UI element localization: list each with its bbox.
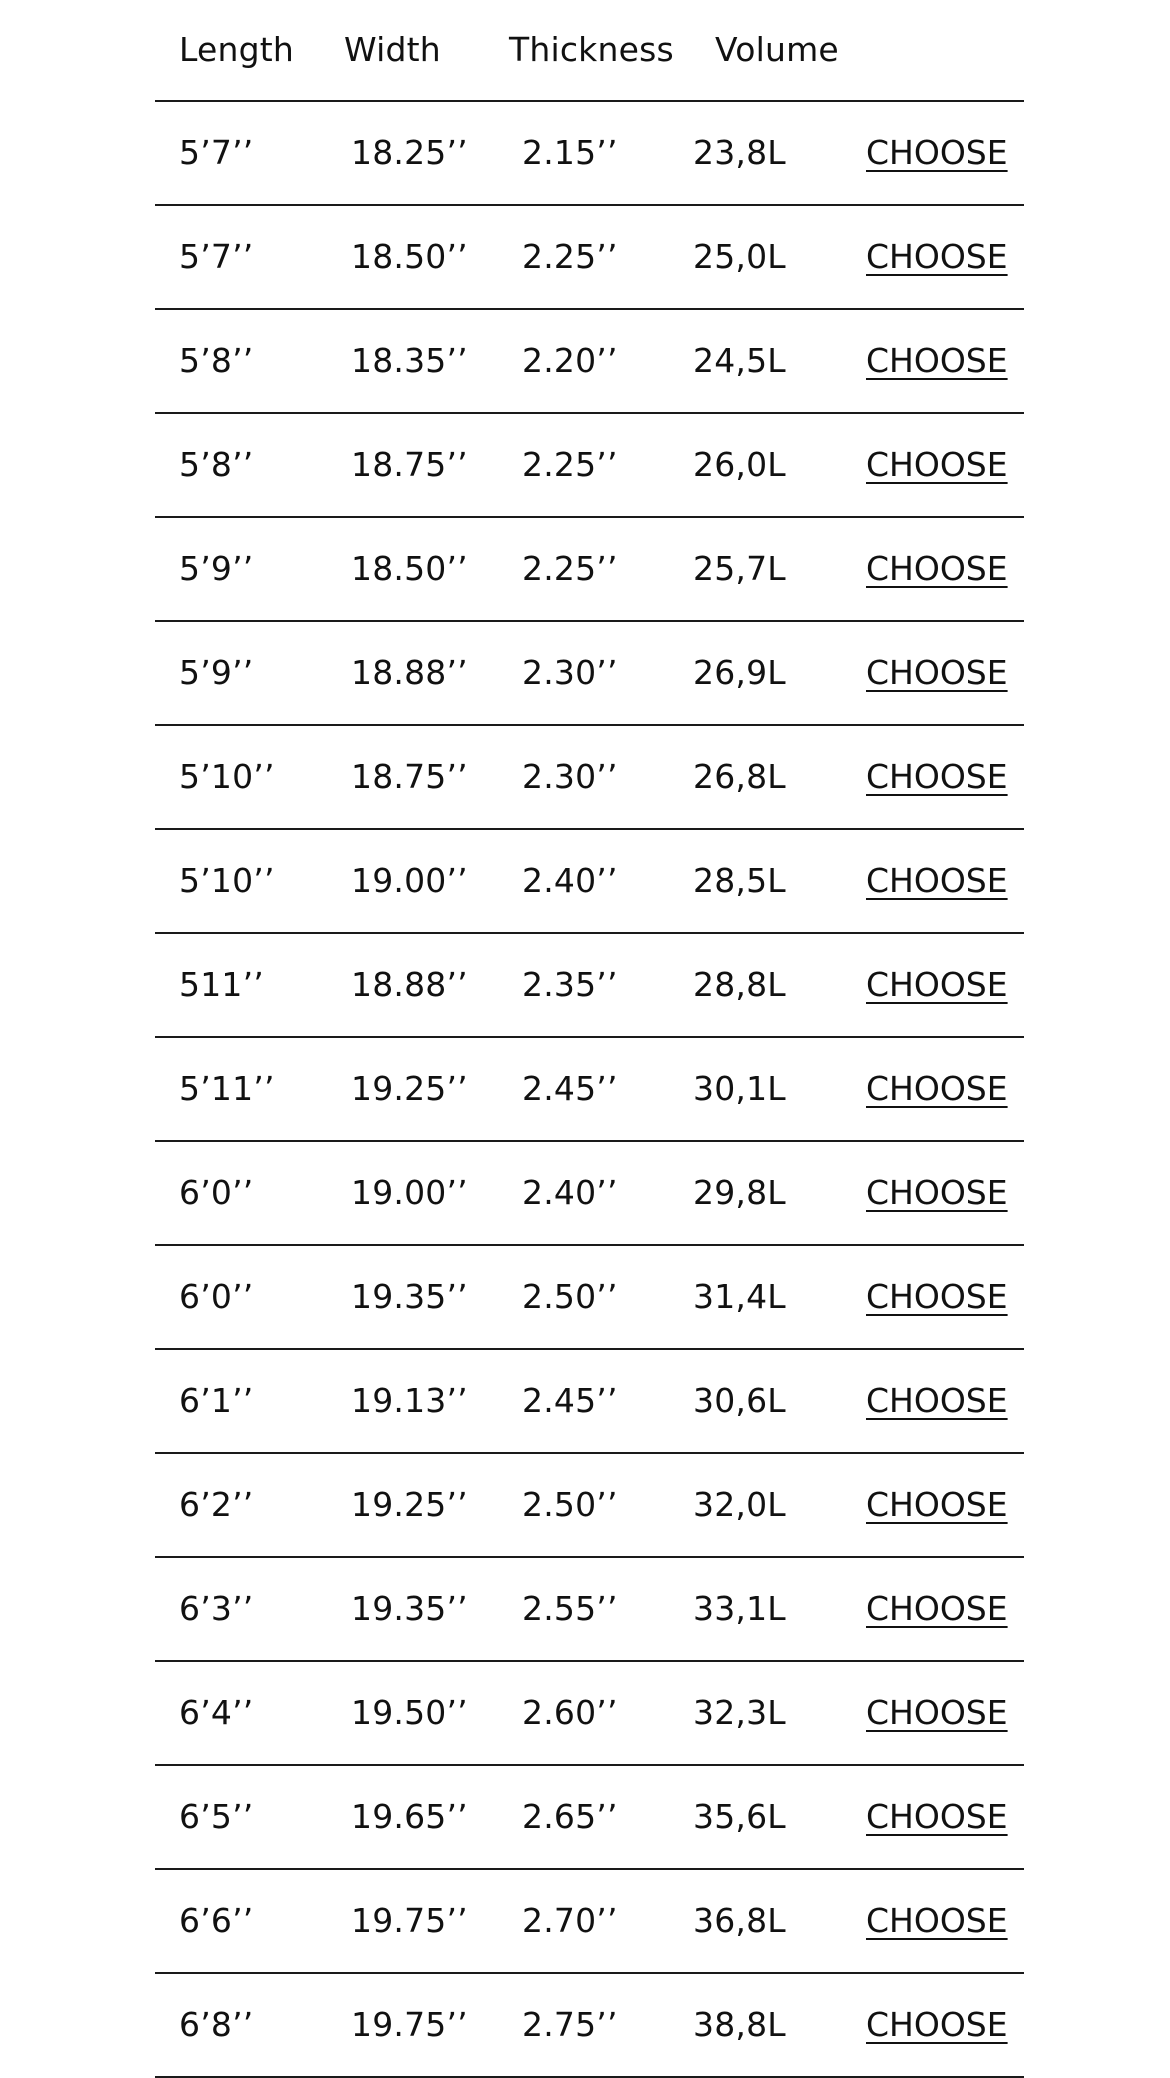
volume-cell: 38,8L bbox=[693, 2005, 786, 2044]
length-cell: 5’7’’ bbox=[179, 133, 254, 172]
width-cell: 18.75’’ bbox=[351, 445, 468, 484]
thickness-cell: 2.40’’ bbox=[522, 861, 618, 900]
length-cell: 6’8’’ bbox=[179, 2005, 254, 2044]
thickness-cell: 2.55’’ bbox=[522, 1589, 618, 1628]
volume-cell: 26,8L bbox=[693, 757, 786, 796]
choose-link[interactable]: CHOOSE bbox=[866, 341, 1008, 380]
table-row bbox=[155, 102, 1024, 206]
table-row bbox=[155, 310, 1024, 414]
length-cell: 5’10’’ bbox=[179, 861, 275, 900]
width-cell: 18.25’’ bbox=[351, 133, 468, 172]
width-cell: 19.25’’ bbox=[351, 1485, 468, 1524]
length-cell: 6’0’’ bbox=[179, 1277, 254, 1316]
volume-cell: 30,1L bbox=[693, 1069, 786, 1108]
volume-cell: 28,8L bbox=[693, 965, 786, 1004]
length-cell: 5’7’’ bbox=[179, 237, 254, 276]
width-cell: 19.75’’ bbox=[351, 2005, 468, 2044]
length-cell: 6’2’’ bbox=[179, 1485, 254, 1524]
width-cell: 19.35’’ bbox=[351, 1277, 468, 1316]
table-row bbox=[155, 414, 1024, 518]
volume-cell: 31,4L bbox=[693, 1277, 786, 1316]
width-cell: 18.75’’ bbox=[351, 757, 468, 796]
thickness-cell: 2.45’’ bbox=[522, 1381, 618, 1420]
table-row bbox=[155, 518, 1024, 622]
header-volume: Volume bbox=[715, 30, 839, 69]
thickness-cell: 2.35’’ bbox=[522, 965, 618, 1004]
volume-cell: 25,7L bbox=[693, 549, 786, 588]
choose-link[interactable]: CHOOSE bbox=[866, 1485, 1008, 1524]
length-cell: 5’8’’ bbox=[179, 341, 254, 380]
thickness-cell: 2.40’’ bbox=[522, 1173, 618, 1212]
length-cell: 6’1’’ bbox=[179, 1381, 254, 1420]
table-row bbox=[155, 726, 1024, 830]
width-cell: 19.25’’ bbox=[351, 1069, 468, 1108]
table-row bbox=[155, 1038, 1024, 1142]
length-cell: 5’11’’ bbox=[179, 1069, 275, 1108]
thickness-cell: 2.45’’ bbox=[522, 1069, 618, 1108]
choose-link[interactable]: CHOOSE bbox=[866, 965, 1008, 1004]
choose-link[interactable]: CHOOSE bbox=[866, 1173, 1008, 1212]
width-cell: 18.35’’ bbox=[351, 341, 468, 380]
volume-cell: 36,8L bbox=[693, 1901, 786, 1940]
table-row bbox=[155, 1142, 1024, 1246]
thickness-cell: 2.50’’ bbox=[522, 1485, 618, 1524]
table-row bbox=[155, 1558, 1024, 1662]
volume-cell: 28,5L bbox=[693, 861, 786, 900]
choose-link[interactable]: CHOOSE bbox=[866, 549, 1008, 588]
width-cell: 19.65’’ bbox=[351, 1797, 468, 1836]
thickness-cell: 2.30’’ bbox=[522, 757, 618, 796]
table-header bbox=[155, 0, 1024, 102]
table-row bbox=[155, 1870, 1024, 1974]
table-row bbox=[155, 206, 1024, 310]
choose-link[interactable]: CHOOSE bbox=[866, 1069, 1008, 1108]
size-table bbox=[155, 0, 1024, 2078]
width-cell: 19.00’’ bbox=[351, 1173, 468, 1212]
volume-cell: 29,8L bbox=[693, 1173, 786, 1212]
thickness-cell: 2.20’’ bbox=[522, 341, 618, 380]
thickness-cell: 2.65’’ bbox=[522, 1797, 618, 1836]
width-cell: 18.50’’ bbox=[351, 549, 468, 588]
choose-link[interactable]: CHOOSE bbox=[866, 1277, 1008, 1316]
table-row bbox=[155, 1766, 1024, 1870]
volume-cell: 32,3L bbox=[693, 1693, 786, 1732]
header-length: Length bbox=[179, 30, 295, 69]
choose-link[interactable]: CHOOSE bbox=[866, 1901, 1008, 1940]
length-cell: 5’10’’ bbox=[179, 757, 275, 796]
thickness-cell: 2.15’’ bbox=[522, 133, 618, 172]
width-cell: 19.35’’ bbox=[351, 1589, 468, 1628]
thickness-cell: 2.70’’ bbox=[522, 1901, 618, 1940]
table-row bbox=[155, 622, 1024, 726]
header-width: Width bbox=[344, 30, 441, 69]
volume-cell: 24,5L bbox=[693, 341, 786, 380]
width-cell: 18.50’’ bbox=[351, 237, 468, 276]
volume-cell: 30,6L bbox=[693, 1381, 786, 1420]
choose-link[interactable]: CHOOSE bbox=[866, 2005, 1008, 2044]
choose-link[interactable]: CHOOSE bbox=[866, 445, 1008, 484]
volume-cell: 26,0L bbox=[693, 445, 786, 484]
length-cell: 5’8’’ bbox=[179, 445, 254, 484]
thickness-cell: 2.50’’ bbox=[522, 1277, 618, 1316]
volume-cell: 32,0L bbox=[693, 1485, 786, 1524]
choose-link[interactable]: CHOOSE bbox=[866, 1693, 1008, 1732]
thickness-cell: 2.30’’ bbox=[522, 653, 618, 692]
choose-link[interactable]: CHOOSE bbox=[866, 133, 1008, 172]
table-row bbox=[155, 1662, 1024, 1766]
table-row bbox=[155, 1454, 1024, 1558]
width-cell: 18.88’’ bbox=[351, 653, 468, 692]
width-cell: 19.00’’ bbox=[351, 861, 468, 900]
length-cell: 6’6’’ bbox=[179, 1901, 254, 1940]
choose-link[interactable]: CHOOSE bbox=[866, 757, 1008, 796]
width-cell: 19.75’’ bbox=[351, 1901, 468, 1940]
thickness-cell: 2.60’’ bbox=[522, 1693, 618, 1732]
choose-link[interactable]: CHOOSE bbox=[866, 1589, 1008, 1628]
volume-cell: 25,0L bbox=[693, 237, 786, 276]
table-row bbox=[155, 1974, 1024, 2078]
choose-link[interactable]: CHOOSE bbox=[866, 237, 1008, 276]
volume-cell: 26,9L bbox=[693, 653, 786, 692]
thickness-cell: 2.25’’ bbox=[522, 549, 618, 588]
thickness-cell: 2.75’’ bbox=[522, 2005, 618, 2044]
width-cell: 19.50’’ bbox=[351, 1693, 468, 1732]
table-body bbox=[155, 102, 1024, 2078]
length-cell: 5’9’’ bbox=[179, 549, 254, 588]
length-cell: 6’5’’ bbox=[179, 1797, 254, 1836]
thickness-cell: 2.25’’ bbox=[522, 237, 618, 276]
table-row bbox=[155, 830, 1024, 934]
width-cell: 19.13’’ bbox=[351, 1381, 468, 1420]
table-row bbox=[155, 934, 1024, 1038]
thickness-cell: 2.25’’ bbox=[522, 445, 618, 484]
width-cell: 18.88’’ bbox=[351, 965, 468, 1004]
table-row bbox=[155, 1350, 1024, 1454]
volume-cell: 35,6L bbox=[693, 1797, 786, 1836]
length-cell: 6’4’’ bbox=[179, 1693, 254, 1732]
choose-link[interactable]: CHOOSE bbox=[866, 861, 1008, 900]
choose-link[interactable]: CHOOSE bbox=[866, 653, 1008, 692]
volume-cell: 33,1L bbox=[693, 1589, 786, 1628]
length-cell: 5’9’’ bbox=[179, 653, 254, 692]
length-cell: 511’’ bbox=[179, 965, 264, 1004]
length-cell: 6’0’’ bbox=[179, 1173, 254, 1212]
volume-cell: 23,8L bbox=[693, 133, 786, 172]
choose-link[interactable]: CHOOSE bbox=[866, 1797, 1008, 1836]
choose-link[interactable]: CHOOSE bbox=[866, 1381, 1008, 1420]
header-thickness: Thickness bbox=[509, 30, 674, 69]
table-row bbox=[155, 1246, 1024, 1350]
length-cell: 6’3’’ bbox=[179, 1589, 254, 1628]
